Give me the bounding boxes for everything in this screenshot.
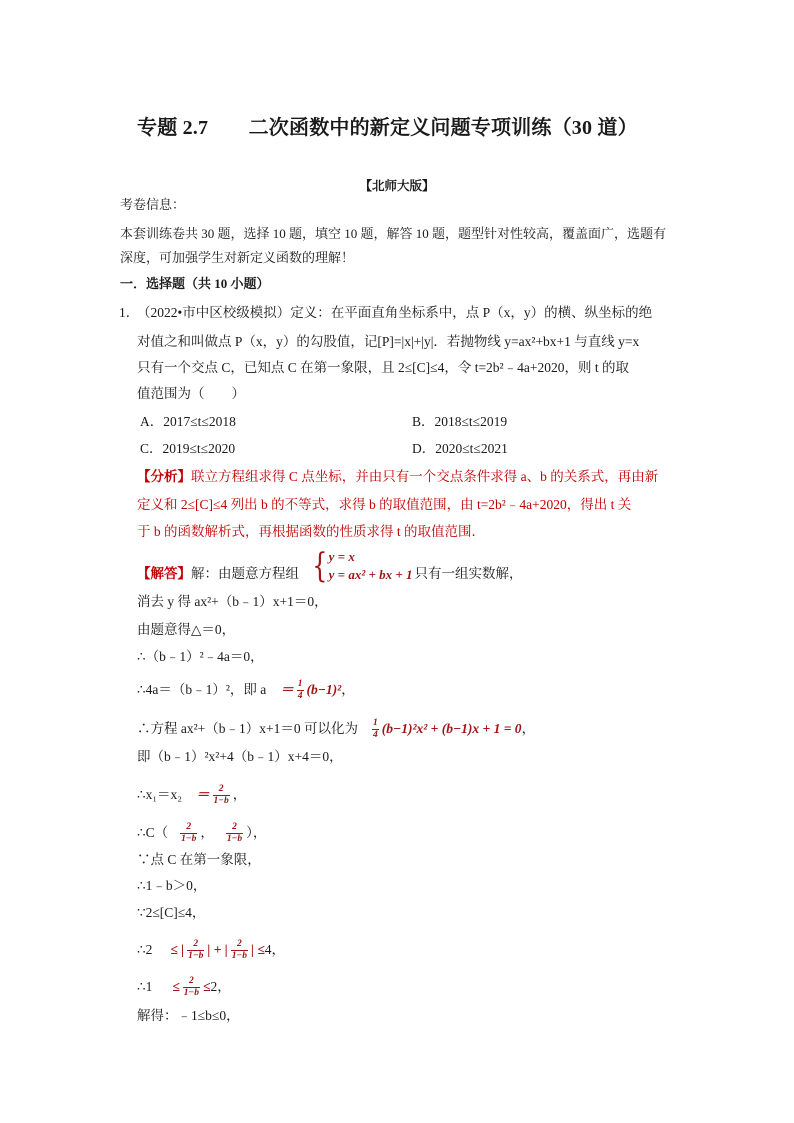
solution-positivity: ∴1﹣b＞0， [137,878,207,893]
analysis-line-2: 定义和 2≤[C]≤4 列出 b 的不等式，求得 b 的取值范围，由 t=2b²﹣4a+2020，得出 t 关 [137,497,632,512]
fraction-numerator: 1 [297,678,303,689]
fraction-point-x [180,822,197,845]
simplified-right: ≤ [203,979,211,994]
fraction-denominator: 1−b [188,950,204,961]
rewrite-formula: (b−1)²x² + (b−1)x + 1 = 0 [381,721,522,736]
question-number: 1． [119,305,140,320]
solution-expanded: 即（b﹣1）²x²+4（b﹣1）x+4＝0， [137,749,343,764]
simplified-lead: ∴1 [137,979,153,994]
fraction-numerator: 2 [237,938,242,949]
fraction-denominator: 1−b [213,795,229,806]
inequality-left: ≤ | [170,942,185,957]
rewrite-text: ∴方程 ax²+（b﹣1）x+1＝0 可以化为 [137,721,359,736]
option-d [412,439,508,459]
page-title: 专题 2.7 二次函数中的新定义问题专项训练（30 道） [137,117,638,139]
system-brace: { [312,546,328,586]
solution-a-expression [137,675,355,705]
solution-intro-end: 只有一组实数解， [414,566,523,581]
fraction-denominator: 1−b [183,987,200,998]
fraction-point-y [226,822,243,845]
analysis-label: 【分析】 [137,469,191,484]
solution-condition: ∵2≤[C]≤4， [137,905,206,920]
option-text: 2017≤t≤2018 [163,414,236,429]
solution-roots [137,780,246,810]
a-expression-equals: ＝ [280,682,294,697]
question-stem-line-1: （2022•市中区校级模拟）定义：在平面直角坐标系中，点 P（x，y）的横、纵坐标的绝 [137,305,653,320]
point-c-separator: ， [200,825,214,840]
fraction-abs-2 [231,939,248,962]
roots-text: ∴x₁＝x₂ [137,787,183,802]
info-line-1: 本套训练卷共 30 题，选择 10 题，填空 10 题，解答 10 题，题型针对性较高，覆盖面广，选题有 [120,226,667,241]
option-text: 2020≤t≤2021 [435,441,508,456]
fraction-one-quarter [372,718,379,741]
info-heading: 考卷信息： [120,197,186,212]
fraction-one-quarter [297,679,304,702]
option-text: 2019≤t≤2020 [162,441,236,456]
a-expression-end: ， [341,682,355,697]
fraction-simplified [183,976,200,999]
solution-simplified [137,972,231,1002]
point-c-open: ∴C（ [137,825,169,840]
simplified-left: ≤ [172,979,180,994]
system-row-1: y = x [328,549,355,564]
option-text: 2018≤t≤2019 [434,414,508,429]
question-stem-line-2: 对值之和叫做点 P（x，y）的勾股值，记[P]=|x|+|y|．若抛物线 y=ax²+bx+1 与直线 y=x [137,334,640,349]
fraction-numerator: 1 [373,717,378,728]
solution-eliminate: 消去 y 得 ax²+（b﹣1）x+1＝0， [137,594,328,609]
fraction-numerator: 2 [232,821,237,832]
solution-label: 【解答】 [137,566,191,581]
option-label: C． [140,441,163,456]
option-label: A． [140,414,164,429]
point-c-close: ）， [246,825,267,840]
fraction-abs-1 [187,939,204,962]
solution-delta: 由题意得△＝0， [137,622,236,637]
option-label: D． [412,441,436,456]
solution-inequality [137,935,285,965]
solution-result: 解得：﹣1≤b≤0， [137,1008,240,1023]
analysis-line-3: 于 b 的函数解析式，再根据函数的性质求得 t 的取值范围． [137,524,485,539]
solution-quadrant: ∵点 C 在第一象限， [137,852,261,867]
edition-label: 【北师大版】 [359,179,435,193]
system-row-2: y = ax² + bx + 1 [328,567,413,582]
fraction-root [213,784,230,807]
solution-discriminant: ∴（b﹣1）²﹣4a＝0， [137,649,264,664]
inequality-lead: ∴2 [137,942,153,957]
rewrite-end: ， [521,721,536,736]
roots-equals: ＝ [196,787,210,802]
a-expression-text: ∴4a＝（b﹣1）²，即 a [137,682,267,697]
fraction-numerator: 2 [193,938,199,949]
option-a [140,412,236,432]
question-stem-line-4: 值范围为（ ） [137,386,245,401]
solution-rewrite [137,714,535,744]
option-label: B． [412,414,435,429]
fraction-denominator: 4 [297,690,303,701]
option-b [412,412,507,432]
a-expression-rest: (b−1)² [306,682,342,697]
analysis-text: 联立方程组求得 C 点坐标，并由只有一个交点条件求得 a、b 的关系式，再由新 [191,469,659,484]
question-stem-line-3: 只有一个交点 C，已知点 C 在第一象限，且 2≤[C]≤4，令 t=2b²﹣4a+2020，则 t 的取 [137,360,629,375]
inequality-right: | ≤ [251,942,265,957]
fraction-denominator: 1−b [231,950,248,961]
fraction-numerator: 2 [218,783,224,794]
inequality-end: 4， [264,942,286,957]
analysis-line-1 [137,467,658,487]
fraction-numerator: 2 [189,975,194,986]
option-c [140,439,235,459]
fraction-numerator: 2 [186,821,192,832]
section-heading: 一．选择题（共 10 小题） [120,276,270,291]
solution-intro: 解：由题意方程组 [191,566,299,581]
inequality-middle: | + | [207,942,228,957]
simplified-end: 2， [210,979,231,994]
fraction-denominator: 4 [373,729,378,740]
info-line-2: 深度，可加强学生对新定义函数的理解！ [120,250,355,265]
equation-system [309,548,413,584]
fraction-denominator: 1−b [181,833,197,844]
fraction-denominator: 1−b [226,833,243,844]
solution-point-c [137,818,266,848]
roots-end: ， [232,787,247,802]
solution-line-system [137,547,523,584]
